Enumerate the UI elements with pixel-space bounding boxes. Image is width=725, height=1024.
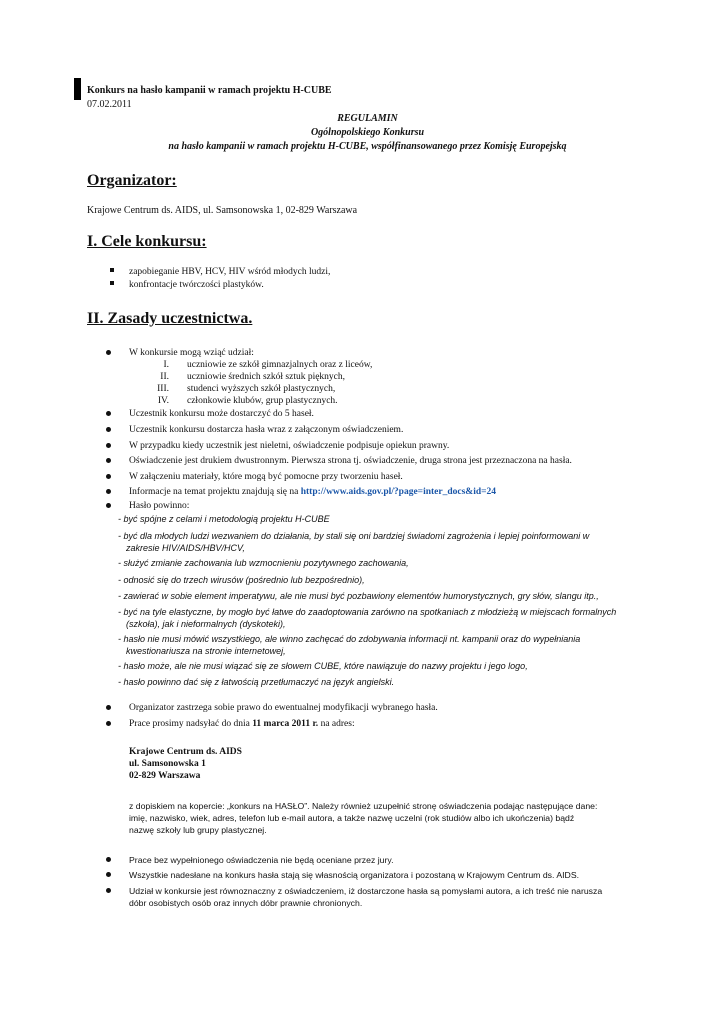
send-date: 11 marca 2011 r. bbox=[252, 719, 319, 729]
final-item: Prace bez wypełnionego oświadczenia nie będą oceniane przez jury. bbox=[129, 855, 394, 865]
note-line: z dopiskiem na kopercie: „konkurs na HASŁO”. Należy również uzupełnić stronę oświadczenia podając następujące dane: bbox=[129, 801, 598, 811]
rule-should: Hasło powinno: bbox=[129, 501, 190, 511]
address-line: ul. Samsonowska 1 bbox=[129, 759, 206, 769]
rule-item: Uczestnik konkursu może dostarczyć do 5 haseł. bbox=[129, 409, 314, 419]
organizer-heading: Organizator: bbox=[87, 172, 177, 189]
final-item: Wszystkie nadesłane na konkurs hasła stają się własnością organizatora i pozostaną w Krajowym Centrum ds. AIDS. bbox=[129, 870, 580, 880]
bullet-dot-icon bbox=[106, 458, 111, 463]
bullet-dot-icon bbox=[106, 443, 111, 448]
bullet-dot-icon bbox=[106, 427, 111, 432]
dash-item: - hasło nie musi mówić wszystkiego, ale winno zachęcać do zdobywania informacji nt. kampanii oraz do wypełniania bbox=[118, 634, 581, 644]
roman-item: członkowie klubów, grup plastycznych. bbox=[187, 396, 338, 406]
roman-num: III. bbox=[157, 384, 169, 394]
organizer-text: Krajowe Centrum ds. AIDS, ul. Samsonowska 1, 02-829 Warszawa bbox=[87, 205, 358, 216]
regulation-title: REGULAMIN bbox=[337, 113, 398, 124]
bullet-dot-icon bbox=[106, 350, 111, 355]
dash-item: - zawierać w sobie element imperatywu, ale nie musi być pozbawiony elementów humorystycznych, gry słów, slangu itp., bbox=[118, 591, 599, 601]
dash-item: - być na tyle elastyczne, by mogło być łatwe do zaadoptowania zarówno na spotkaniach z młodzieżą w miejscach formalnych bbox=[118, 607, 617, 617]
roman-item: studenci wyższych szkół plastycznych, bbox=[187, 384, 336, 394]
bullet-dot-icon bbox=[106, 489, 111, 494]
dash-item: kwestionariusza na stronie internetowej, bbox=[126, 646, 286, 656]
rule-item: W załączeniu materiały, które mogą być pomocne przy tworzeniu haseł. bbox=[129, 472, 403, 482]
bullet-square-icon bbox=[110, 268, 114, 272]
rule-item: Oświadczenie jest drukiem dwustronnym. Pierwsza strona tj. oświadczenie, druga strona jest przeznaczona na hasła. bbox=[129, 456, 572, 466]
rule-item: W przypadku kiedy uczestnik jest nieletni, oświadczenie podpisuje opiekun prawny. bbox=[129, 441, 450, 451]
regulation-subtitle-1: Ogólnopolskiego Konkursu bbox=[310, 127, 425, 138]
goal-item: konfrontacje twórczości plastyków. bbox=[129, 280, 264, 290]
header-marker bbox=[74, 78, 81, 100]
rules-heading: II. Zasady uczestnictwa. bbox=[87, 310, 253, 327]
bullet-dot-icon bbox=[106, 872, 111, 877]
rule-info-text: Informacje na temat projektu znajdują się na bbox=[129, 487, 301, 497]
page-title: Konkurs na hasło kampanii w ramach projektu H-CUBE bbox=[87, 85, 332, 96]
bullet-dot-icon bbox=[106, 888, 111, 893]
goal-item: zapobieganie HBV, HCV, HIV wśród młodych ludzi, bbox=[129, 267, 331, 277]
rule-reserve: Organizator zastrzega sobie prawo do ewentualnej modyfikacji wybranego hasła. bbox=[129, 703, 438, 713]
rule-info bbox=[129, 486, 496, 498]
note-line: nazwę szkoły lub grupy plastycznej. bbox=[129, 825, 267, 835]
bullet-dot-icon bbox=[106, 503, 111, 508]
dash-item: - odnosić się do trzech wirusów (pośrednio lub bezpośrednio), bbox=[118, 575, 365, 585]
roman-item: uczniowie ze szkół gimnazjalnych oraz z liceów, bbox=[187, 360, 373, 370]
rules-intro: W konkursie mogą wziąć udział: bbox=[129, 348, 254, 358]
bullet-dot-icon bbox=[106, 474, 111, 479]
final-item: dóbr osobistych osób oraz innych dóbr prawnie chronionych. bbox=[129, 898, 363, 908]
bullet-dot-icon bbox=[106, 857, 111, 862]
bullet-dot-icon bbox=[106, 705, 111, 710]
dash-item: - służyć zmianie zachowania lub wzmocnieniu pozytywnego zachowania, bbox=[118, 558, 409, 568]
send-pre: Prace prosimy nadsyłać do dnia bbox=[129, 719, 253, 729]
roman-num: I. bbox=[163, 360, 169, 370]
roman-item: uczniowie średnich szkół sztuk pięknych, bbox=[187, 372, 346, 382]
address-line: 02-829 Warszawa bbox=[129, 771, 201, 781]
bullet-square-icon bbox=[110, 281, 114, 285]
dash-item: - być spójne z celami i metodologią projektu H-CUBE bbox=[118, 514, 330, 524]
dash-item: zakresie HIV/AIDS/HBV/HCV, bbox=[126, 543, 245, 553]
goals-heading: I. Cele konkursu: bbox=[87, 233, 207, 250]
dash-item: - być dla młodych ludzi wezwaniem do działania, by stali się oni bardziej świadomi zagrożenia i lepiej poinformowani w bbox=[118, 531, 590, 541]
dash-item: (szkoła), jak i nieformalnych (dyskoteki), bbox=[126, 619, 286, 629]
address-line: Krajowe Centrum ds. AIDS bbox=[129, 747, 242, 757]
document-date: 07.02.2011 bbox=[87, 99, 132, 110]
regulation-subtitle-2: na hasło kampanii w ramach projektu H-CUBE, współfinansowanego przez Komisję Europejską bbox=[168, 141, 567, 152]
note-line: imię, nazwisko, wiek, adres, telefon lub e-mail autora, a także nazwę uczelni (rok studiów albo ich ukończenia) bądź bbox=[129, 813, 575, 823]
send-post: na adres: bbox=[318, 719, 355, 729]
bullet-dot-icon bbox=[106, 411, 111, 416]
dash-item: - hasło powinno dać się z łatwością przetłumaczyć na język angielski. bbox=[118, 677, 395, 687]
bullet-dot-icon bbox=[106, 721, 111, 726]
rule-item: Uczestnik konkursu dostarcza hasła wraz z załączonym oświadczeniem. bbox=[129, 425, 404, 435]
dash-item: - hasło może, ale nie musi wiązać się ze słowem CUBE, które nawiązuje do nazwy projektu i jego logo, bbox=[118, 661, 528, 671]
roman-num: IV. bbox=[157, 396, 169, 406]
roman-num: II. bbox=[160, 372, 169, 382]
rule-send bbox=[129, 718, 355, 730]
final-item: Udział w konkursie jest równoznaczny z oświadczeniem, iż dostarczone hasła są pomysłami autora, a ich treść nie narusza bbox=[129, 886, 603, 896]
project-info-link[interactable]: http://www.aids.gov.pl/?page=inter_docs&id=24 bbox=[300, 487, 497, 497]
